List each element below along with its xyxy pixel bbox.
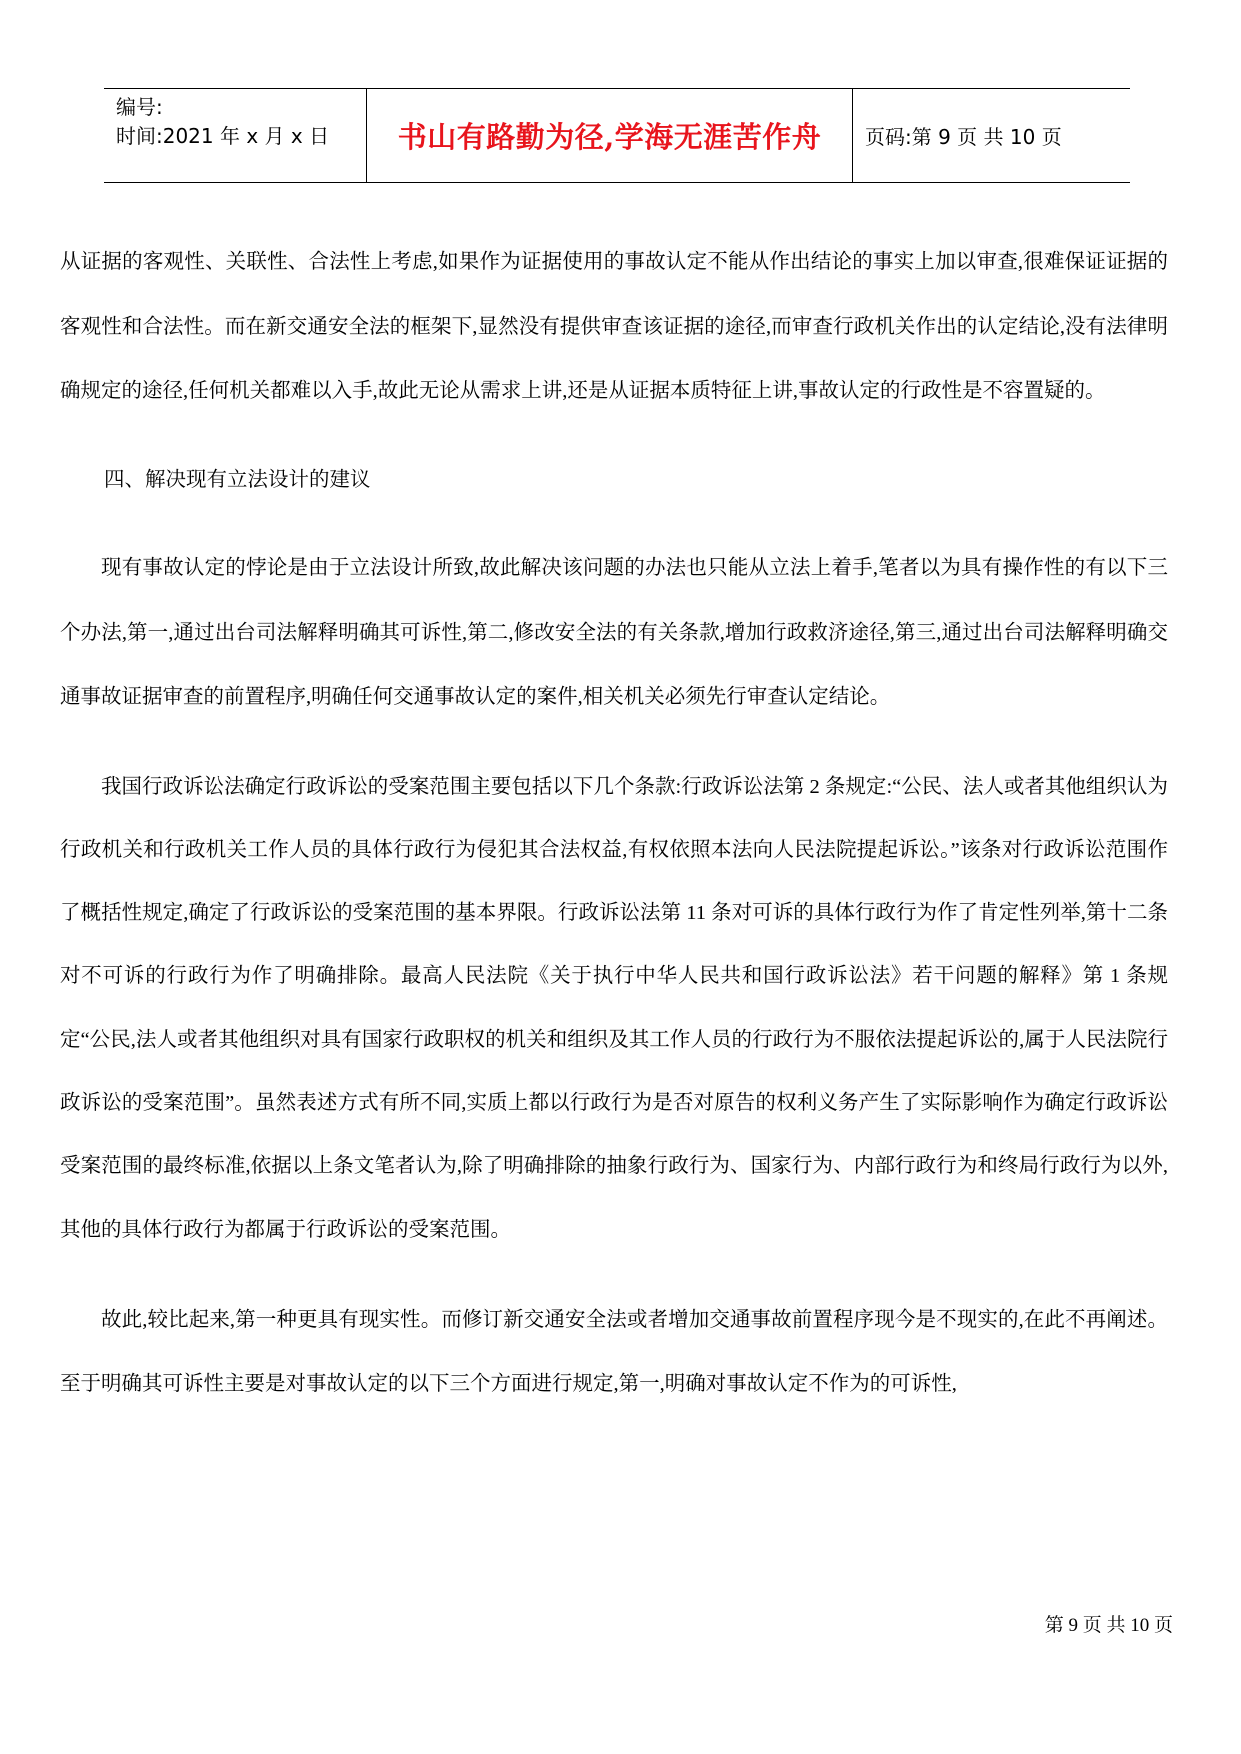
header-page-info-cell bbox=[853, 89, 1130, 182]
page-footer bbox=[1045, 1610, 1173, 1637]
header-meta-cell bbox=[104, 89, 367, 182]
paragraph: 故此,较比起来,第一种更具有现实性。而修订新交通安全法或者增加交通事故前置程序现今是不现实的,在此不再阐述。至于明确其可诉性主要是对事故认定的以下三个方面进行规定,第一,明确对事故认定不作为的可诉性, bbox=[60, 1308, 1168, 1396]
paragraph: 我国行政诉讼法确定行政诉讼的受案范围主要包括以下几个条款:行政诉讼法第 2 条规定:“公民、法人或者其他组织认为行政机关和行政机关工作人员的具体行政行为侵犯其合法权益,有权依照本法向人民法院提起诉讼。”该条对行政诉讼范围作了概括性规定,确定了行政诉讼的受案范围的基本界限。行政诉讼法第 11 条对可诉的具体行政行为作了肯定性列举,第十二条对不可诉的行政行为作了明确排除。最高人民法院《关于执行中华人民共和国行政诉讼法》若干问题的解释》第 1 条规定“公民,法人或者其他组织对具有国家行政职权的机关和组织及其工作人员的行政行为不服依法提起诉讼的,属于人民法院行政诉讼的受案范围”。虽然表述方式有所不同,实质上都以行政行为是否对原告的权利义务产生了实际影响作为确定行政诉讼受案范围的最终标准,依据以上条文笔者认为,除了明确排除的抽象行政行为、国家行为、内部行政行为和终局行政行为以外,其他的具体行政行为都属于行政诉讼的受案范围。 bbox=[60, 775, 1168, 1241]
header-motto-cell bbox=[367, 89, 853, 182]
page-header bbox=[104, 88, 1130, 183]
paragraph: 现有事故认定的悖论是由于立法设计所致,故此解决该问题的办法也只能从立法上着手,笔者以为具有操作性的有以下三个办法,第一,通过出台司法解释明确其可诉性,第二,修改安全法的有关条款,增加行政救济途径,第三,通过出台司法解释明确交通事故证据审查的前置程序,明确任何交通事故认定的案件,相关机关必须先行审查认定结论。 bbox=[60, 557, 1168, 708]
document-time-label: 时间:2021 年 x 月 x 日 bbox=[116, 124, 330, 148]
paragraph: 从证据的客观性、关联性、合法性上考虑,如果作为证据使用的事故认定不能从作出结论的事实上加以审查,很难保证证据的客观性和合法性。而在新交通安全法的框架下,显然没有提供审查该证据的途径,而审查行政机关作出的认定结论,没有法律明确规定的途径,任何机关都难以入手,故此无论从需求上讲,还是从证据本质特征上讲,事故认定的行政性是不容置疑的。 bbox=[60, 251, 1168, 402]
header-motto: 书山有路勤为径,学海无涯苦作舟 bbox=[397, 120, 822, 154]
header-page-info: 页码:第 9 页 共 10 页 bbox=[865, 125, 1062, 149]
document-number-label: 编号: bbox=[116, 95, 163, 119]
section-heading: 四、解决现有立法设计的建议 bbox=[104, 468, 371, 491]
footer-page-number: 第 9 页 共 10 页 bbox=[1044, 1615, 1173, 1636]
document-body bbox=[60, 230, 1168, 1417]
